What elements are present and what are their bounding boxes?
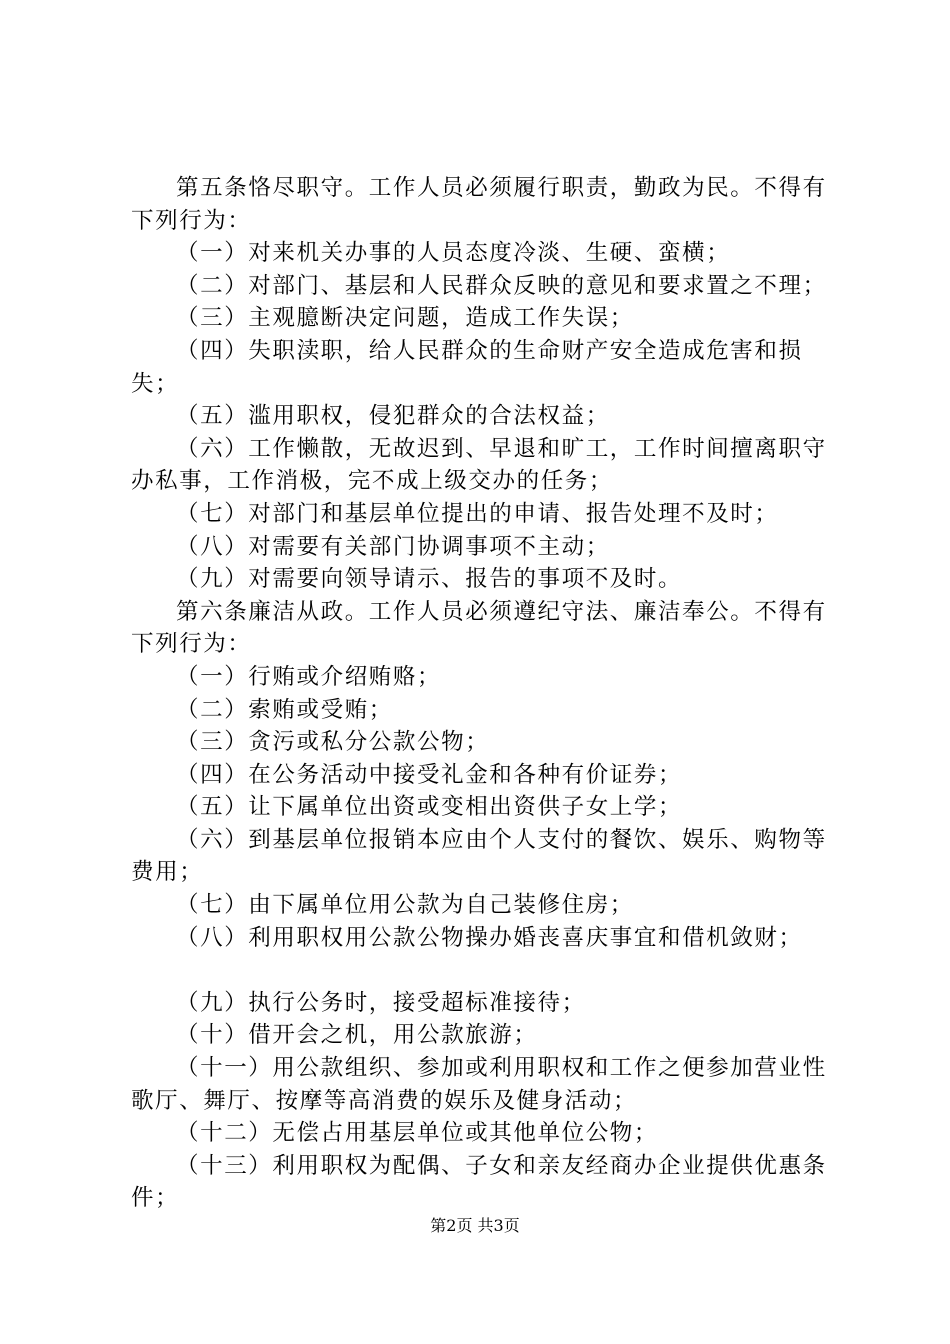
list-item: （六）到基层单位报销本应由个人支付的餐饮、娱乐、购物等费用； (131, 826, 827, 886)
list-item: （十二）无偿占用基层单位或其他单位公物； (176, 1120, 659, 1147)
paragraph-article-5: 第五条恪尽职守。工作人员必须履行职责，勤政为民。不得有下列行为： (131, 175, 827, 234)
list-item: （九）对需要向领导请示、报告的事项不及时。 (176, 566, 683, 593)
list-item: （九）执行公务时，接受超标准接待； (176, 989, 586, 1016)
list-item: （八）利用职权用公款公物操办婚丧喜庆事宜和借机敛财； (176, 924, 803, 951)
document-body (131, 172, 843, 1215)
paragraph-article-6: 第六条廉洁从政。工作人员必须遵纪守法、廉洁奉公。不得有下列行为： (131, 598, 827, 658)
list-item: （二）对部门、基层和人民群众反映的意见和要求置之不理； (176, 272, 827, 299)
list-item: （五）滥用职权，侵犯群众的合法权益； (176, 403, 610, 430)
list-item: （一）对来机关办事的人员态度冷淡、生硬、蛮横； (176, 240, 731, 267)
list-item: （七）由下属单位用公款为自己装修住房； (176, 892, 634, 919)
list-item: （十三）利用职权为配偶、子女和亲友经商办企业提供优惠条件； (131, 1152, 827, 1212)
list-item: （四）在公务活动中接受礼金和各种有价证券； (176, 761, 683, 788)
list-item: （四）失职渎职，给人民群众的生命财产安全造成危害和损失； (131, 337, 803, 397)
list-item: （七）对部门和基层单位提出的申请、报告处理不及时； (176, 500, 779, 527)
list-item: （三）主观臆断决定问题，造成工作失误； (176, 305, 634, 332)
list-item: （三）贪污或私分公款公物； (176, 729, 490, 756)
list-item: （十）借开会之机，用公款旅游； (176, 1022, 538, 1049)
list-item: （五）让下属单位出资或变相出资供子女上学； (176, 794, 683, 821)
list-item: （二）索贿或受贿； (176, 696, 393, 723)
page-number-footer: 第2页 共3页 (430, 1216, 520, 1235)
list-item: （一）行贿或介绍贿赂； (176, 663, 442, 690)
list-item: （十一）用公款组织、参加或利用职权和工作之便参加营业性歌厅、舞厅、按摩等高消费的娱乐及健身活动； (131, 1055, 827, 1114)
list-item: （六）工作懒散，无故迟到、早退和旷工，工作时间擅离职守办私事，工作消极，完不成上级交办的任务； (131, 435, 827, 495)
list-item: （八）对需要有关部门协调事项不主动； (176, 533, 610, 560)
